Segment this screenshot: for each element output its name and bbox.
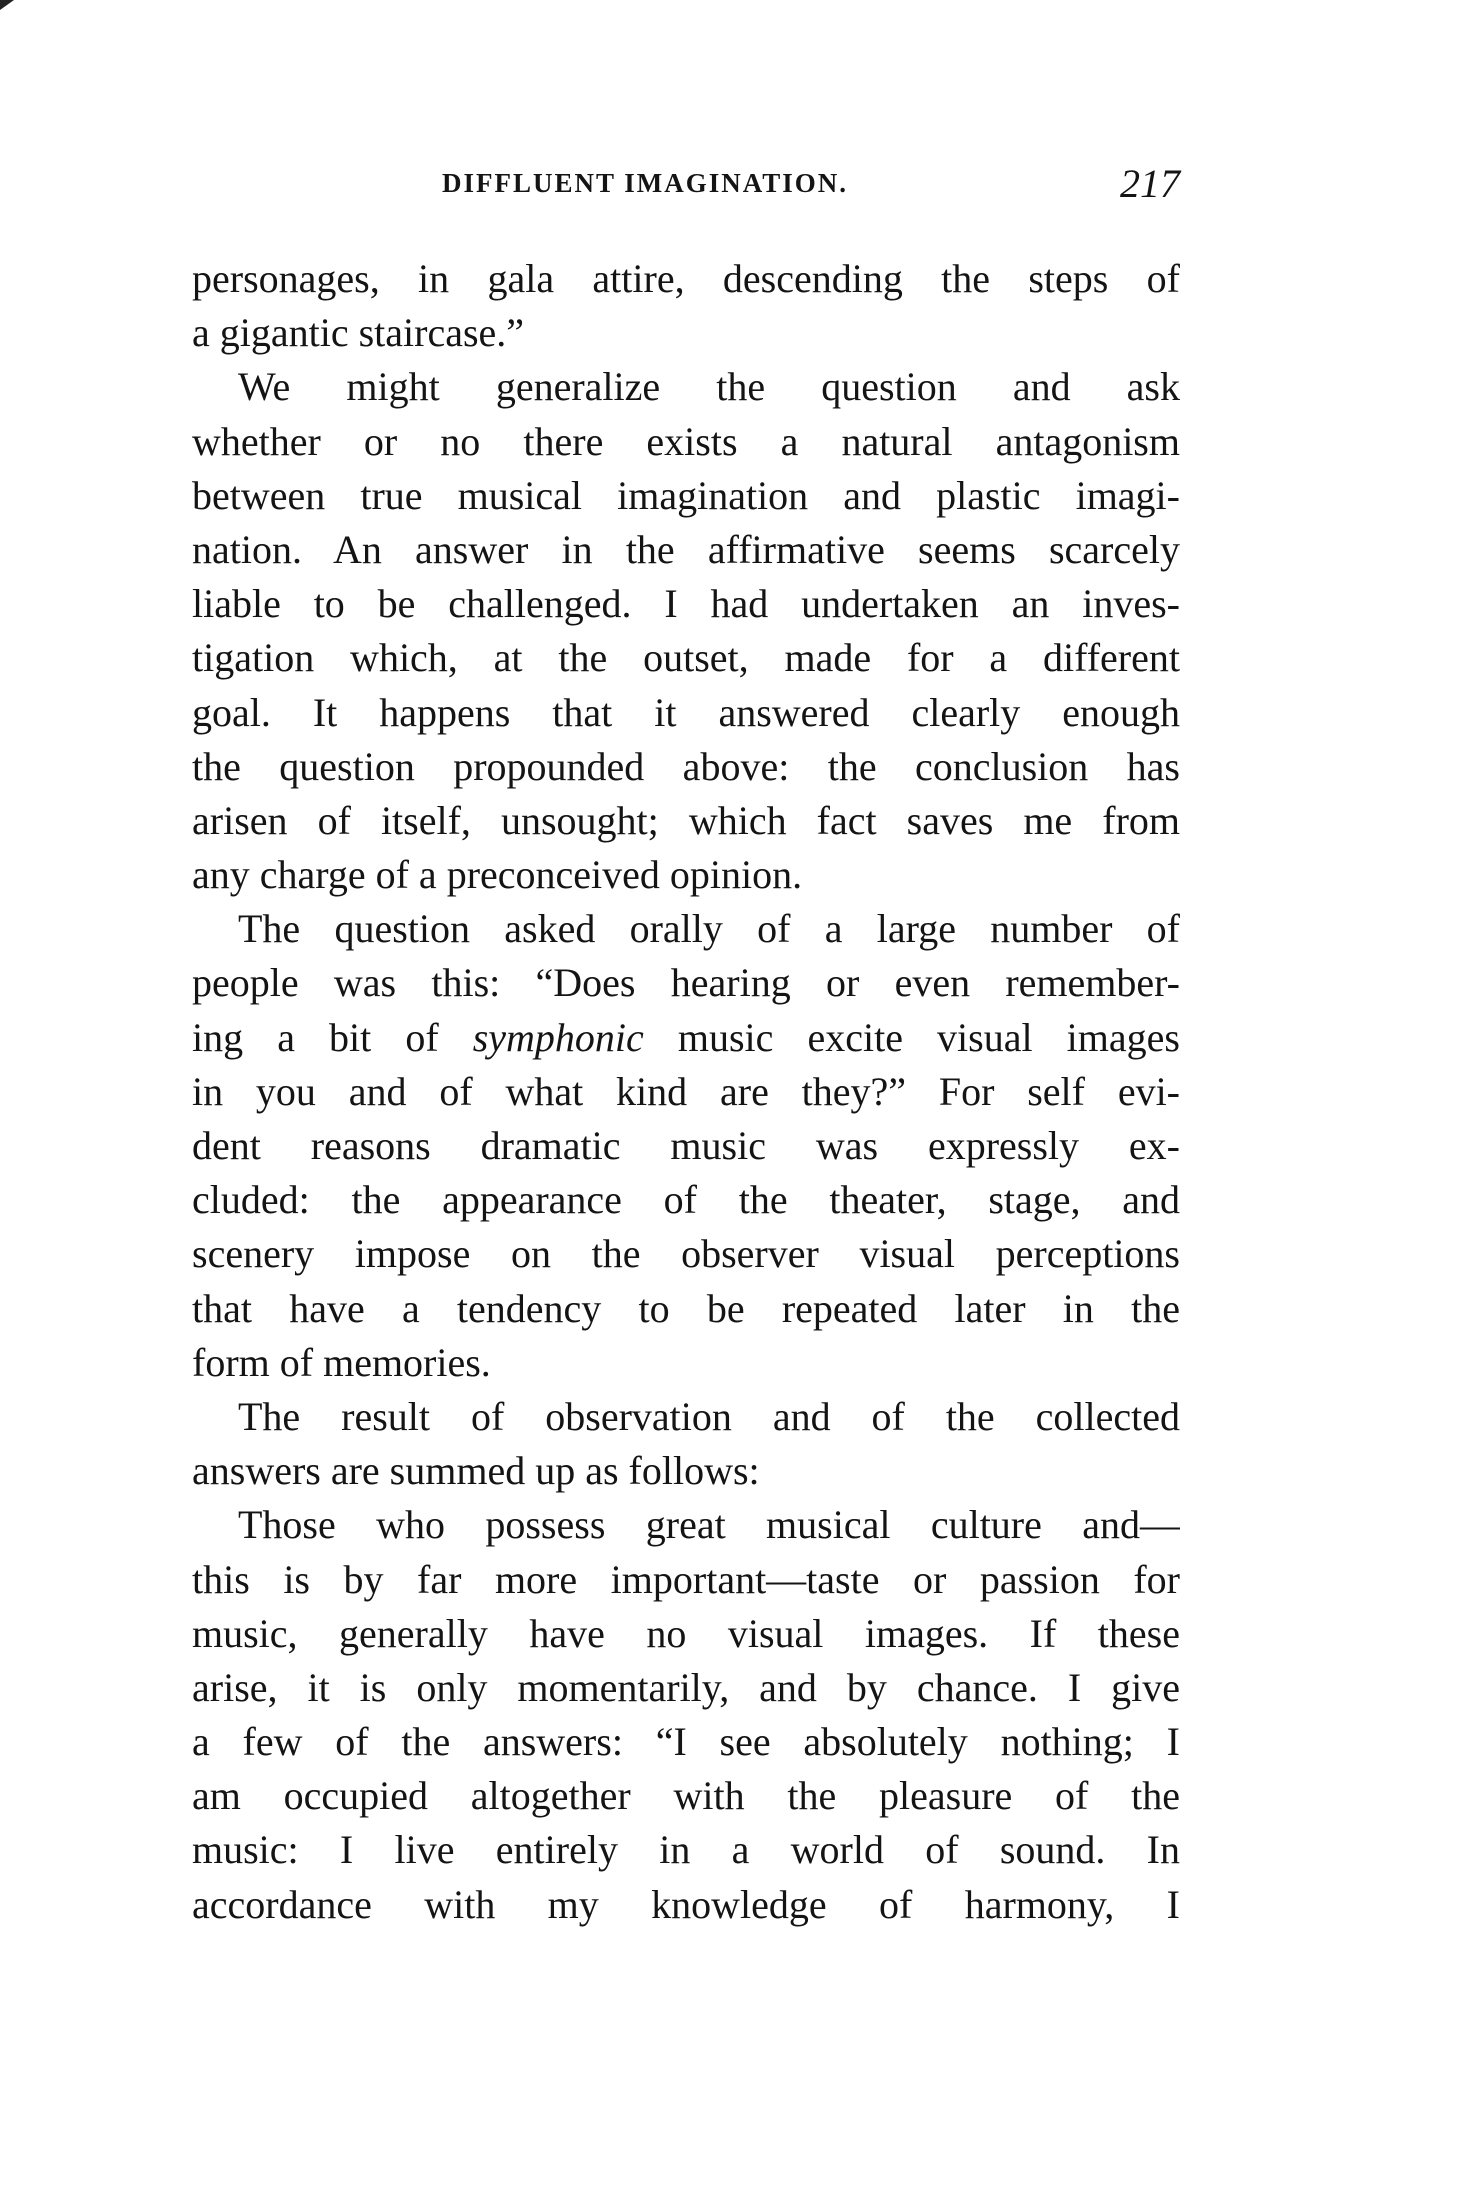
- text-line: people was this: “Does hearing or even remember-: [192, 960, 1180, 1006]
- text-line: The question asked orally of a large number of: [238, 906, 1180, 952]
- italic-word: symphonic: [472, 1014, 644, 1060]
- text-line: arise, it is only momentarily, and by chance. I give: [192, 1664, 1180, 1710]
- text-line: this is by far more important—taste or passion for: [192, 1556, 1180, 1602]
- text-line: tigation which, at the outset, made for a different: [192, 635, 1180, 681]
- text-line: arisen of itself, unsought; which fact saves me from: [192, 797, 1180, 843]
- text-line: the question propounded above: the conclusion has: [192, 743, 1180, 789]
- text-line: am occupied altogether with the pleasure of the: [192, 1773, 1180, 1819]
- page-number: 217: [1120, 161, 1180, 206]
- text-line: scenery impose on the observer visual perceptions: [192, 1231, 1180, 1277]
- text-line: answers are summed up as follows:: [192, 1448, 760, 1494]
- text-line: between true musical imagination and plastic imagi-: [192, 472, 1180, 518]
- scan-corner-mark: [0, 0, 14, 10]
- text-line: music, generally have no visual images. If these: [192, 1610, 1180, 1656]
- text-line: personages, in gala attire, descending the steps of: [192, 256, 1180, 301]
- text-line: in you and of what kind are they?” For self evi-: [192, 1068, 1180, 1114]
- text-line: whether or no there exists a natural antagonism: [192, 418, 1180, 464]
- text-line: a gigantic staircase.”: [192, 310, 525, 356]
- text-line: form of memories.: [192, 1339, 491, 1385]
- body-text: [192, 252, 1180, 1932]
- text-line: goal. It happens that it answered clearly enough: [192, 689, 1180, 735]
- text-line: accordance with my knowledge of harmony, I: [192, 1881, 1180, 1927]
- text-line: a few of the answers: “I see absolutely nothing; I: [192, 1719, 1180, 1765]
- text-segment: ing a bit of: [192, 1014, 473, 1060]
- text-line: liable to be challenged. I had undertaken an inves-: [192, 581, 1180, 627]
- running-title: DIFFLUENT IMAGINATION.: [442, 168, 849, 198]
- text-line: dent reasons dramatic music was expressly ex-: [192, 1123, 1180, 1168]
- text-line: cluded: the appearance of the theater, stage, and: [192, 1177, 1180, 1223]
- page-header: [192, 161, 1180, 218]
- text-line: The result of observation and of the collected: [238, 1393, 1180, 1439]
- text-line: music: I live entirely in a world of sound. In: [192, 1827, 1180, 1873]
- text-line: any charge of a preconceived opinion.: [192, 852, 803, 898]
- text-line: We might generalize the question and ask: [238, 364, 1180, 410]
- text-line: nation. An answer in the affirmative seems scarcely: [192, 526, 1180, 572]
- text-line: Those who possess great musical culture and—: [238, 1502, 1180, 1548]
- text-line: [192, 1011, 1180, 1065]
- text-line: that have a tendency to be repeated later in the: [192, 1285, 1180, 1331]
- text-segment: music excite visual images: [643, 1014, 1180, 1060]
